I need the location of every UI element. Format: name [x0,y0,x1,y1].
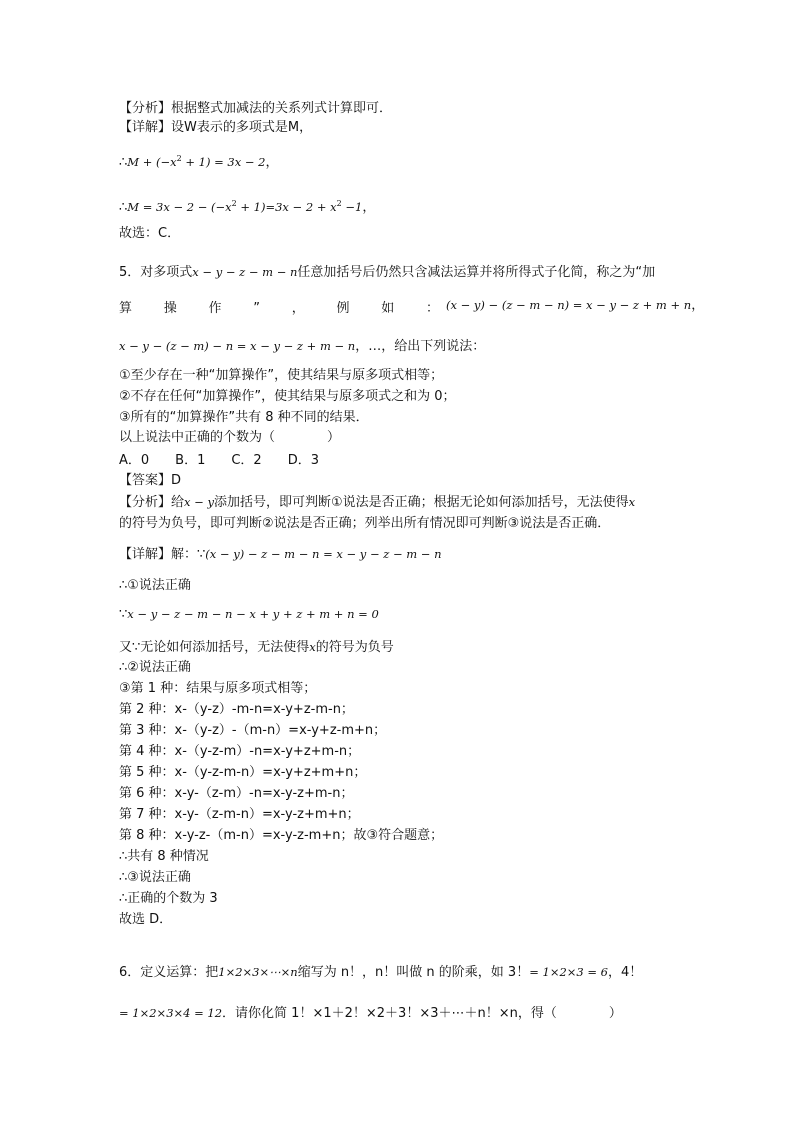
q6-stem: 6．定义运算：把1×2×3×⋯×n缩写为 n！，n！叫做 n 的阶乘，如 3！= 1×2×3 = 6，4！ [119,965,643,980]
q5-case-1: ③第 1 种：结果与原多项式相等； [119,681,317,696]
q5-choice: 故选 D． [119,912,173,927]
q4-equation-2: ∴M = $3x - 2 - (-x^2 + 1)=3x - 2 + x^2 -1$， [119,199,376,215]
q4-detail: 【详解】设W表示的多项式是M， [119,120,313,135]
q6-stem-cont: = 1×2×3×4 = 12．请你化简 1！×1＋2！×2＋3！×3＋⋯＋n！×n，得（ ） [119,1006,622,1021]
q5-answer: 【答案】D [119,473,182,488]
q5-conclusion-2: ∴②说法正确 [119,660,191,675]
q5-case-7: 第 7 种：x-y-（z-m-n）=x-y-z+m+n； [119,807,360,822]
q5-again: 又∵无论如何添加括号，无法使得x的符号为负号 [119,640,394,655]
q5-detail: 【详解】解：∵(x − y) − z − m − n = x − y − z − m − n [119,547,442,562]
q5-statement-2: ②不存在任何“加算操作”，使其结果与原多项式之和为 0； [119,389,456,404]
q5-analysis-cont: 的符号为负号，即可判断②说法是否正确；列举出所有情况即可判断③说法是否正确． [119,516,611,531]
q4-analysis: 【分析】根据整式加减法的关系列式计算即可． [119,101,393,116]
q5-case-4: 第 4 种：x-（y-z-m）-n=x-y+z+m-n； [119,744,361,759]
q5-example-2: x − y − (z − m) − n = x − y − z + m − n，…，给出下列说法： [119,339,486,354]
q5-options: A．0 B．1 C．2 D．3 [119,453,319,468]
q5-equation: ∵x − y − z − m − n − x + y + z + m + n = 0 [119,607,379,622]
q5-conclusion-4: ∴③说法正确 [119,870,191,885]
q5-statement-1: ①至少存在一种“加算操作”，使其结果与原多项式相等； [119,368,444,383]
q5-case-5: 第 5 种：x-（y-z-m-n）=x-y+z+m+n； [119,765,367,780]
q5-analysis: 【分析】给x − y添加括号，即可判断①说法是否正确；根据无论如何添加括号，无法使得x [119,495,636,510]
q5-case-2: 第 2 种：x-（y-z）-m-n=x-y+z-m-n； [119,702,354,717]
q5-case-8: 第 8 种：x-y-z-（m-n）=x-y-z-m+n；故③符合题意； [119,828,444,843]
q5-statement-3: ③所有的“加算操作”共有 8 种不同的结果． [119,410,369,425]
q4-equation-1: ∴M + $(-x^2 + 1) = 3x - 2$， [119,154,279,170]
q5-case-6: 第 6 种：x-y-（z-m）-n=x-y-z+m-n； [119,786,354,801]
q5-stem-row2: 算 操 作 ” ， 例 如 ： [119,301,439,316]
q5-case-3: 第 3 种：x-（y-z）-（m-n）=x-y+z-m+n； [119,723,387,738]
q5-question: 以上说法中正确的个数为（ ） [119,430,341,445]
q5-stem: 5．对多项式x − y − z − m − n任意加括号后仍然只含减法运算并将所得式子化简，称之为“加 [119,265,656,280]
q5-conclusion-3: ∴共有 8 种情况 [119,849,209,864]
q5-conclusion-1: ∴①说法正确 [119,578,191,593]
q5-example-1: (x − y) − (z − m − n) = x − y − z + m + n， [446,298,705,313]
q4-choice: 故选：C． [119,226,181,241]
q5-conclusion-5: ∴正确的个数为 3 [119,891,218,906]
